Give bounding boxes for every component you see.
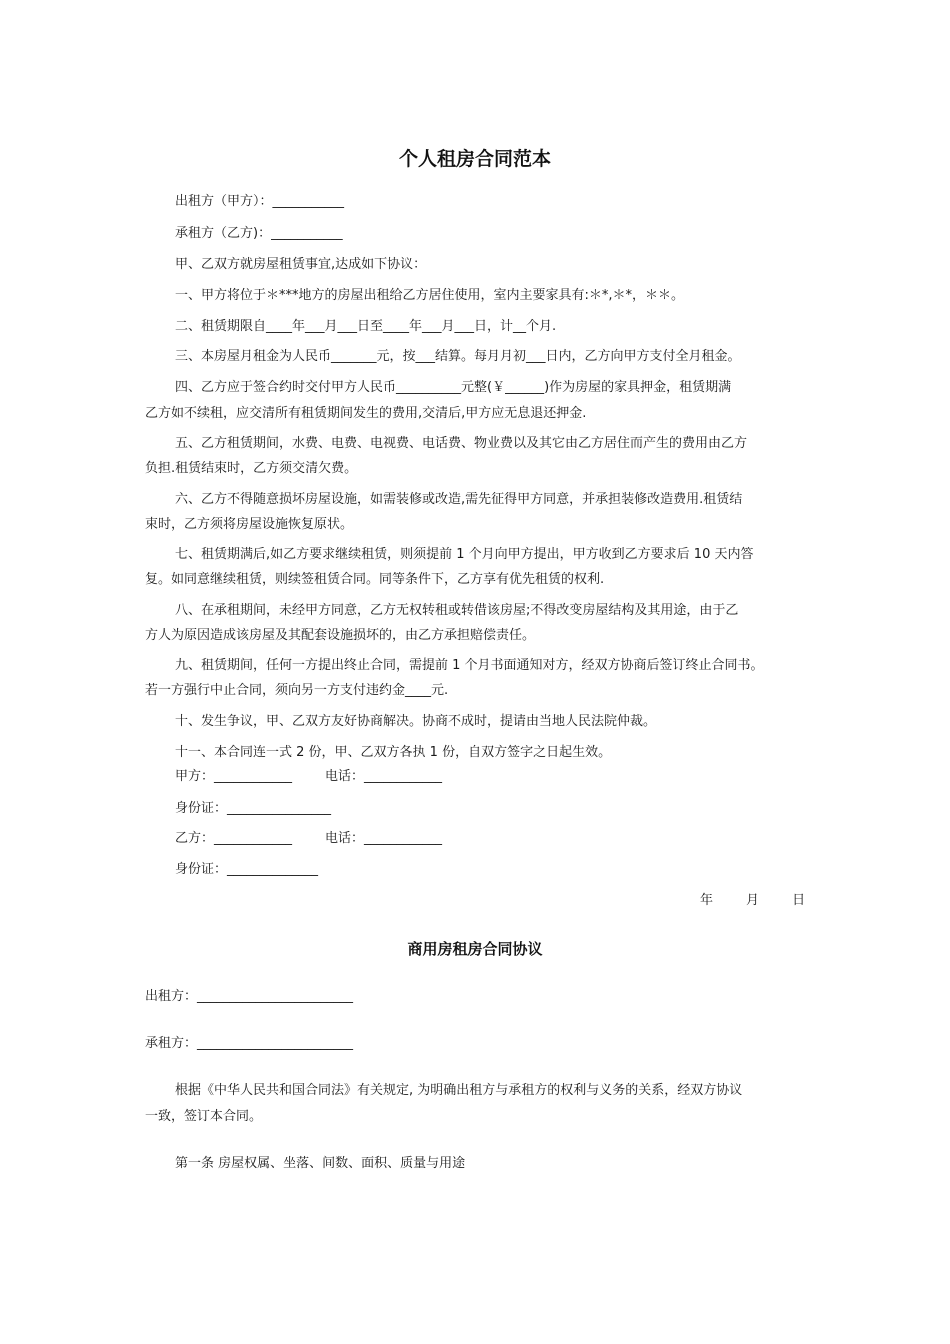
lessor-line-2: 出租方：________________________ [145,989,354,1004]
clause-10: 十、发生争议，甲、乙双方友好协商解决。协商不成时，提请由当地人民法院仲裁。 [175,714,657,729]
clause-7-line-1: 七、租赁期满后,如乙方要求继续租赁，则须提前 1 个月向甲方提出，甲方收到乙方要求后 10 天内答 [175,547,754,562]
preamble-line-2: 一致，签订本合同。 [145,1109,263,1124]
date-line: 年 月 日 [700,893,806,908]
clause-9-line-2: 若一方强行中止合同，须向另一方支付违约金____元. [145,683,449,698]
clause-7-line-2: 复。如同意继续租赁，则续签租赁合同。同等条件下，乙方享有优先租赁的权利. [145,572,605,587]
clause-4-line-1: 四、乙方应于签合约时交付甲方人民币__________元整(￥______)作为房屋的家具押金，租赁期满 [175,380,732,395]
clause-1: 一、甲方将位于＊***地方的房屋出租给乙方居住使用，室内主要家具有:＊*,＊*，＊＊。 [175,288,685,303]
lessee-line-2: 承租方：________________________ [145,1036,354,1051]
intro-line: 甲、乙双方就房屋租赁事宜,达成如下协议： [175,257,427,272]
clause-2: 二、租赁期限自____年___月___日至____年___月___日，计__个月. [175,319,557,334]
clause-9-line-1: 九、租赁期间，任何一方提出终止合同，需提前 1 个月书面通知对方，经双方协商后签订终止合同书。 [175,658,764,673]
clause-11: 十一、本合同连一式 2 份，甲、乙双方各执 1 份，自双方签字之日起生效。 [175,745,612,760]
lessor-line: 出租方（甲方）：___________ [175,194,345,209]
clause-5-line-2: 负担.租赁结束时，乙方须交清欠费。 [145,461,358,476]
clause-8-line-1: 八、在承租期间，未经甲方同意，乙方无权转租或转借该房屋;不得改变房屋结构及其用途，由于乙 [175,603,739,618]
clause-6-line-1: 六、乙方不得随意损坏房屋设施，如需装修或改造,需先征得甲方同意，并承担装修改造费用.租赁结 [175,492,743,507]
document-title: 个人租房合同范本 [398,148,551,170]
lessee-line: 承租方（乙方)：___________ [175,226,343,241]
clause-8-line-2: 方人为原因造成该房屋及其配套设施损坏的，由乙方承担赔偿责任。 [145,628,536,643]
preamble-line-1: 根据《中华人民共和国合同法》有关规定, 为明确出租方与承租方的权利与义务的关系，经双方协议 [175,1083,743,1098]
signature-party-a: 甲方：____________ 电话：____________ [175,769,443,784]
section-title-commercial: 商用房租房合同协议 [407,940,543,958]
clause-6-line-2: 束时，乙方须将房屋设施恢复原状。 [145,517,354,532]
signature-party-b: 乙方：____________ 电话：____________ [175,831,443,846]
signature-id-b: 身份证：______________ [175,862,319,877]
clause-4-line-2: 乙方如不续租，应交清所有租赁期间发生的费用,交清后,甲方应无息退还押金. [145,406,587,421]
article-1-heading: 第一条 房屋权属、坐落、间数、面积、质量与用途 [175,1156,466,1171]
clause-3: 三、本房屋月租金为人民币_______元，按___结算。每月月初___日内，乙方向甲方支付全月租金。 [175,349,741,364]
clause-5-line-1: 五、乙方租赁期间，水费、电费、电视费、电话费、物业费以及其它由乙方居住而产生的费用由乙方 [175,436,748,451]
signature-id-a: 身份证：________________ [175,801,332,816]
